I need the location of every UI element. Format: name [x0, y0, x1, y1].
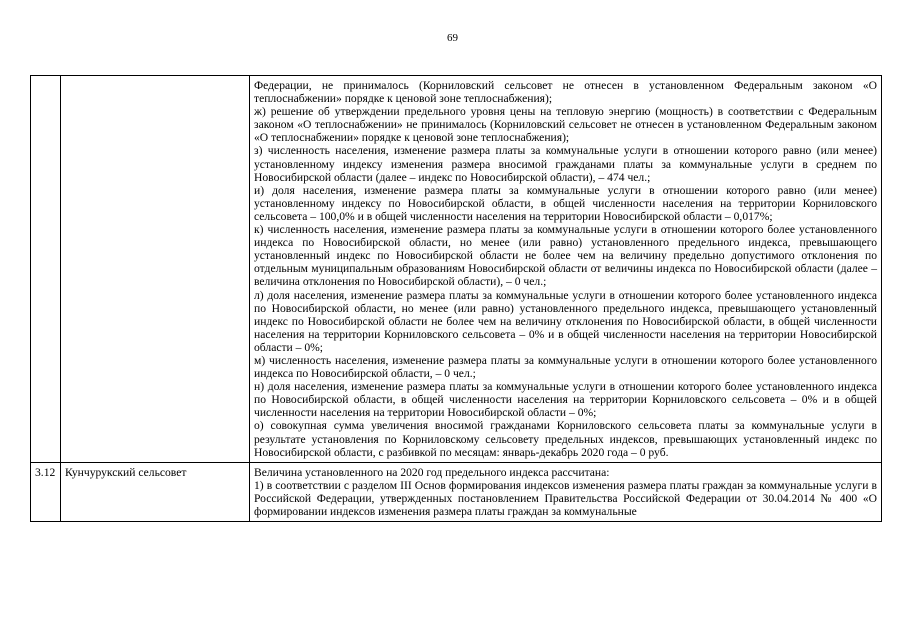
table-row	[31, 462, 882, 521]
paragraph: л) доля населения, изменение размера платы за коммунальные услуги в отношении которого более установленного индекса по Новосибирской области, но менее (или равно) установленного предельного индекса, превышающего установленный индекс по Новосибирской области не более чем на величину отклонения по Новосибирской области, в общей численности населения на территории Корниловского сельсовета – 0% и в общей численности населения на территории Новосибирской области – 0%;	[254, 288, 877, 354]
paragraph: 1) в соответствии с разделом III Основ формирования индексов изменения размера платы граждан за коммунальные услуги в Российской Федерации, утвержденных постановлением Правительства Российской Федерации от 30.04.2014 № 400 «О формировании индексов изменения размера платы граждан за коммунальные	[254, 478, 877, 518]
municipality-name: Кунчурукский сельсовет	[61, 462, 250, 521]
page-number: 69	[447, 32, 458, 44]
paragraph: н) доля населения, изменение размера платы за коммунальные услуги в отношении которого более установленного индекса по Новосибирской области, в общей численности населения на территории Корниловского сельсовета – 0% и в общей численности населения на территории Новосибирской области – 0%;	[254, 380, 877, 420]
paragraph: Величина установленного на 2020 год предельного индекса рассчитана:	[254, 465, 610, 479]
municipality-name	[61, 76, 250, 463]
paragraph: м) численность населения, изменение размера платы за коммунальные услуги в отношении которого более установленного индекса по Новосибирской области, – 0 чел.;	[254, 353, 877, 381]
row-description	[250, 76, 882, 463]
row-description	[250, 462, 882, 521]
paragraph: з) численность населения, изменение размера платы за коммунальные услуги в отношении которого равно (или менее) установленному индексу изменения размера вносимой гражданами платы за коммунальные услуги в среднем по Новосибирской области (далее – индекс по Новосибирской области), – 474 чел.;	[254, 144, 877, 184]
row-number: 3.12	[31, 462, 61, 521]
table-row	[31, 76, 882, 463]
row-number	[31, 76, 61, 463]
paragraph: о) совокупная сумма увеличения вносимой гражданами Корниловского сельсовета платы за коммунальные услуги в результате установления по Корниловскому сельсовету предельных индексов, превышающих установленный индекс по Новосибирской области, с разбивкой по месяцам: январь-декабрь 2020 года – 0 руб.	[254, 419, 877, 459]
paragraph: к) численность населения, изменение размера платы за коммунальные услуги в отношении которого более установленного индекса по Новосибирской области, но менее (или равно) установленного предельного индекса, превышающего установленный индекс по Новосибирской области не более чем на величину предельно допустимого отклонения по отдельным муниципальным образованиям Новосибирской области от величины индекса по Новосибирской области (далее – величина отклонения по Новосибирской области), – 0 чел.;	[254, 223, 877, 289]
paragraph: ж) решение об утверждении предельного уровня цены на тепловую энергию (мощность) в соответствии с Федеральным законом «О теплоснабжении» не принималось (Корниловский сельсовет не отнесен в установленном Федеральным законом «О теплоснабжении» порядке к ценовой зоне теплоснабжения);	[254, 105, 877, 145]
paragraph: и) доля населения, изменение размера платы за коммунальные услуги в отношении которого равно (или менее) установленному индексу по Новосибирской области, в общей численности населения на территории Корниловского сельсовета – 100,0% и в общей численности населения на территории Новосибирской области – 0,017%;	[254, 183, 877, 223]
paragraph: Федерации, не принималось (Корниловский сельсовет не отнесен в установленном Федеральным законом «О теплоснабжении» порядке к ценовой зоне теплоснабжения);	[254, 79, 877, 106]
municipality-table	[30, 75, 882, 522]
